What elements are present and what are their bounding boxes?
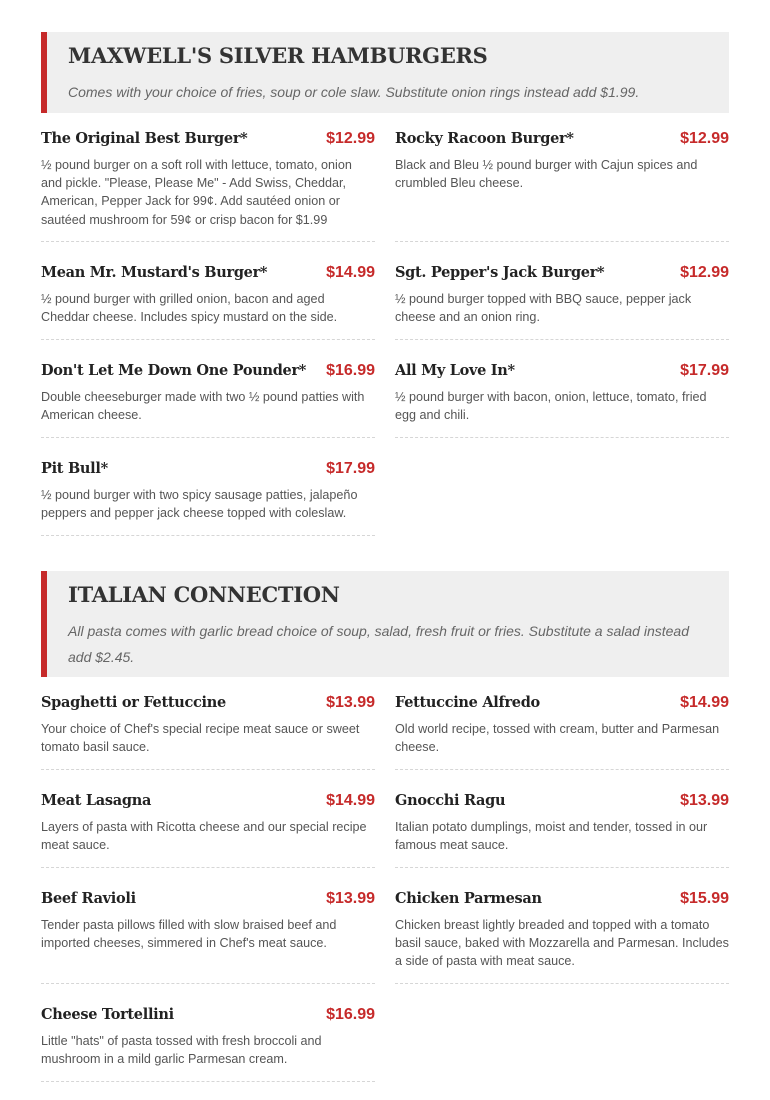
item-price: $13.99 <box>326 694 375 711</box>
item-name: Don't Let Me Down One Pounder* <box>41 362 307 379</box>
section-header-italian <box>41 571 729 677</box>
item-description: Little "hats" of pasta tossed with fresh broccoli and mushroom in a mild garlic Parmesan cream. <box>41 1034 322 1067</box>
item-price: $13.99 <box>680 792 729 809</box>
menu-item <box>41 264 375 340</box>
item-price: $16.99 <box>326 362 375 379</box>
section-subtitle: Comes with your choice of fries, soup or cole slaw. Substitute onion rings instead add $1.99. <box>68 84 640 100</box>
menu-item <box>41 694 375 770</box>
section-title: MAXWELL'S SILVER HAMBURGERS <box>68 43 488 68</box>
item-description: Tender pasta pillows filled with slow braised beef and imported cheeses, simmered in Chef's meat sauce. <box>41 918 337 951</box>
menu-item <box>41 460 375 536</box>
item-description: ½ pound burger with two spicy sausage patties, jalapeño peppers and pepper jack cheese topped with coleslaw. <box>41 488 358 521</box>
section-title: ITALIAN CONNECTION <box>68 582 340 607</box>
item-price: $14.99 <box>326 792 375 809</box>
menu-item <box>41 362 375 438</box>
menu-item <box>395 130 729 242</box>
menu-item <box>395 362 729 438</box>
menu-item <box>395 792 729 868</box>
item-price: $15.99 <box>680 890 729 907</box>
menu-item <box>41 130 375 242</box>
item-description: Italian potato dumplings, moist and tender, tossed in our famous meat sauce. <box>395 820 708 853</box>
item-name: All My Love In* <box>395 362 515 379</box>
section-subtitle: All pasta comes with garlic bread choice of soup, salad, fresh fruit or fries. Substitute a salad instead add $2.45. <box>68 623 689 665</box>
item-name: Cheese Tortellini <box>41 1006 174 1023</box>
item-name: Fettuccine Alfredo <box>395 694 540 711</box>
item-price: $17.99 <box>680 362 729 379</box>
item-name: Pit Bull* <box>41 460 108 477</box>
item-name: Chicken Parmesan <box>395 890 542 907</box>
item-description: Your choice of Chef's special recipe meat sauce or sweet tomato basil sauce. <box>41 722 360 755</box>
item-name: Gnocchi Ragu <box>395 792 506 809</box>
item-name: Beef Ravioli <box>41 890 136 907</box>
menu-item <box>41 792 375 868</box>
menu-item <box>41 1006 375 1082</box>
item-description: Layers of pasta with Ricotta cheese and our special recipe meat sauce. <box>41 820 367 853</box>
menu-item <box>395 890 729 984</box>
menu-item <box>395 264 729 340</box>
item-description: Double cheeseburger made with two ½ pound patties with American cheese. <box>41 390 365 423</box>
item-price: $17.99 <box>326 460 375 477</box>
item-price: $14.99 <box>680 694 729 711</box>
item-name: Sgt. Pepper's Jack Burger* <box>395 264 605 281</box>
item-description: ½ pound burger topped with BBQ sauce, pepper jack cheese and an onion ring. <box>395 292 692 325</box>
item-description: Black and Bleu ½ pound burger with Cajun spices and crumbled Bleu cheese. <box>395 158 698 191</box>
menu-item <box>41 890 375 984</box>
item-price: $12.99 <box>680 130 729 147</box>
item-description: Old world recipe, tossed with cream, butter and Parmesan cheese. <box>395 722 720 755</box>
item-price: $13.99 <box>326 890 375 907</box>
item-name: Mean Mr. Mustard's Burger* <box>41 264 268 281</box>
item-price: $14.99 <box>326 264 375 281</box>
item-name: The Original Best Burger* <box>41 130 248 147</box>
item-description: Chicken breast lightly breaded and topped with a tomato basil sauce, baked with Mozzarella and Parmesan. Includes a side of pasta with meat sauce. <box>395 918 729 969</box>
section-header-hamburgers <box>41 32 729 113</box>
item-name: Rocky Racoon Burger* <box>395 130 574 147</box>
menu-item <box>395 694 729 770</box>
item-name: Meat Lasagna <box>41 792 152 809</box>
item-price: $12.99 <box>680 264 729 281</box>
item-price: $12.99 <box>326 130 375 147</box>
item-price: $16.99 <box>326 1006 375 1023</box>
item-name: Spaghetti or Fettuccine <box>41 694 226 711</box>
item-description: ½ pound burger on a soft roll with lettuce, tomato, onion and pickle. "Please, Please Me" - Add Swiss, Cheddar, American, Pepper Jack for 99¢. Add sautéed onion or sautéed mushroom for 59¢ or crisp bacon for $1.99 <box>41 158 352 227</box>
item-description: ½ pound burger with grilled onion, bacon and aged Cheddar cheese. Includes spicy mustard on the side. <box>41 292 338 325</box>
item-description: ½ pound burger with bacon, onion, lettuce, tomato, fried egg and chili. <box>395 390 707 423</box>
